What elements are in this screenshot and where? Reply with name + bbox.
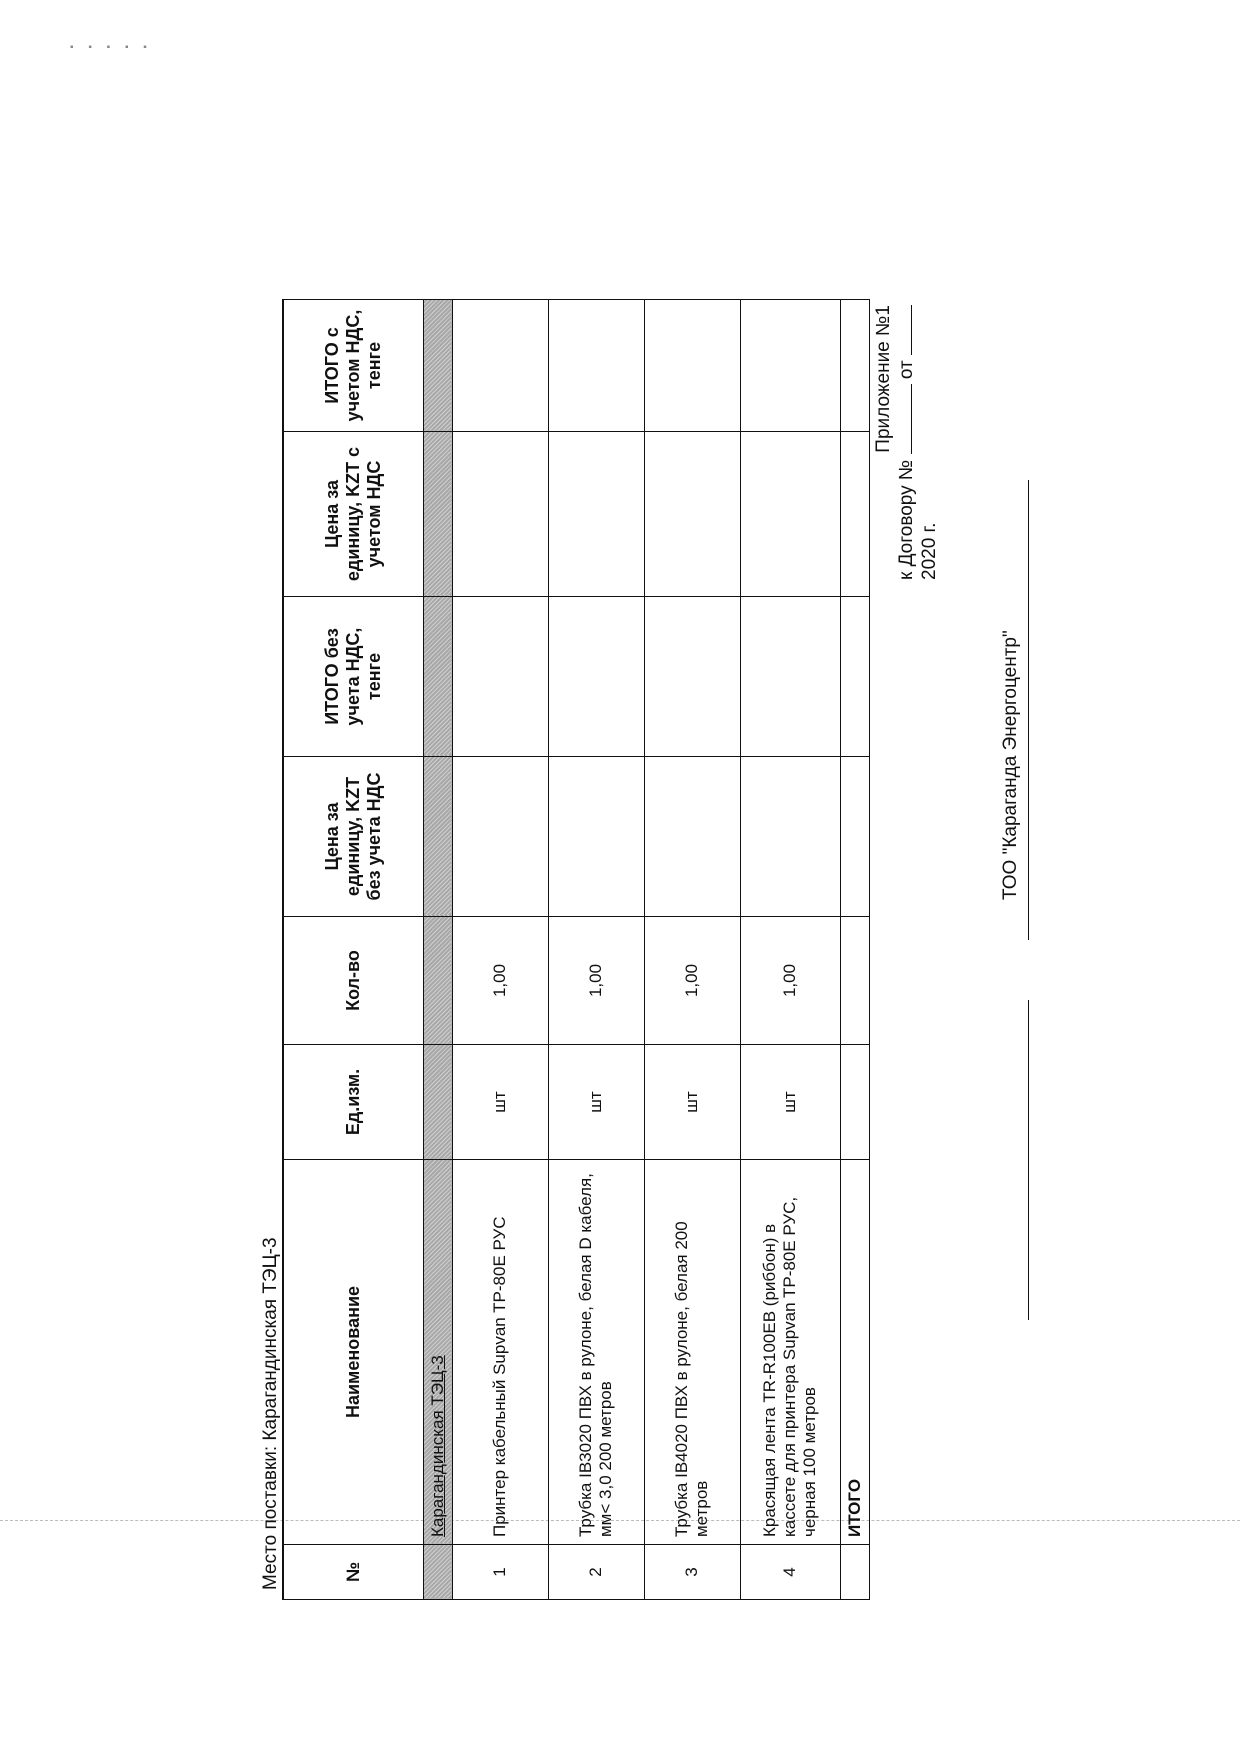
section-name: Карагандинская ТЭЦ-3 bbox=[427, 1355, 447, 1537]
row-total-excl-vat bbox=[548, 597, 644, 757]
row-qty: 1,00 bbox=[548, 917, 644, 1045]
row-num: 1 bbox=[452, 1545, 548, 1600]
row-price-incl-vat bbox=[548, 432, 644, 597]
section-cell bbox=[423, 1160, 452, 1545]
specification-table bbox=[282, 299, 870, 1600]
row-unit: шт bbox=[644, 1045, 740, 1160]
header-total-excl-vat: ИТОГО без учета НДС, тенге bbox=[283, 597, 423, 757]
scan-speck: ▪ ▪ ▪ ▪ ▪ bbox=[70, 42, 153, 53]
row-name: Принтер кабельный Supvan TP-80E РУС bbox=[452, 1160, 548, 1545]
contract-prefix: к Договору № bbox=[896, 459, 917, 580]
signature-line-left bbox=[1028, 1000, 1029, 1320]
section-row bbox=[423, 300, 452, 1600]
appendix-title: Приложение №1 bbox=[873, 305, 894, 453]
table-row bbox=[548, 300, 644, 1600]
table-row bbox=[644, 300, 740, 1600]
table-row bbox=[740, 300, 840, 1600]
section-cell bbox=[423, 1045, 452, 1160]
delivery-place-label: Место поставки: Карагандинская ТЭЦ-3 bbox=[260, 1237, 281, 1590]
row-price-excl-vat bbox=[644, 757, 740, 917]
row-unit: шт bbox=[740, 1045, 840, 1160]
section-cell bbox=[423, 597, 452, 757]
total-cell bbox=[840, 757, 869, 917]
header-qty: Кол-во bbox=[283, 917, 423, 1045]
row-name: Трубка IB4020 ПВХ в рулоне, белая 200 метров bbox=[644, 1160, 740, 1545]
row-num: 4 bbox=[740, 1545, 840, 1600]
row-total-incl-vat bbox=[452, 300, 548, 432]
appendix-block bbox=[872, 305, 941, 580]
row-price-excl-vat bbox=[548, 757, 644, 917]
from-label: от bbox=[896, 360, 917, 380]
total-cell bbox=[840, 1545, 869, 1600]
section-cell bbox=[423, 1545, 452, 1600]
total-cell bbox=[840, 917, 869, 1045]
row-price-excl-vat bbox=[452, 757, 548, 917]
total-cell bbox=[840, 1045, 869, 1160]
header-price-excl-vat: Цена за единицу, KZT без учета НДС bbox=[283, 757, 423, 917]
row-total-incl-vat bbox=[644, 300, 740, 432]
header-total-incl-vat: ИТОГО с учетом НДС, тенге bbox=[283, 300, 423, 432]
row-qty: 1,00 bbox=[740, 917, 840, 1045]
row-total-excl-vat bbox=[740, 597, 840, 757]
table-header-row bbox=[283, 300, 423, 1600]
row-name: Красящая лента TR-R100EB (риббон) в кассете для принтера Supvan TP-80E РУС, черная 100 метров bbox=[740, 1160, 840, 1545]
row-unit: шт bbox=[452, 1045, 548, 1160]
contract-date-blank bbox=[911, 305, 912, 355]
row-total-excl-vat bbox=[644, 597, 740, 757]
section-cell bbox=[423, 917, 452, 1045]
header-name: Наименование bbox=[283, 1160, 423, 1545]
row-total-incl-vat bbox=[548, 300, 644, 432]
rotated-sheet bbox=[260, 300, 1040, 1600]
header-num: № bbox=[283, 1545, 423, 1600]
total-cell bbox=[840, 597, 869, 757]
signature-org-name: ТОО "Караганда Энергоцентр" bbox=[1000, 630, 1021, 900]
total-cell bbox=[840, 300, 869, 432]
row-qty: 1,00 bbox=[644, 917, 740, 1045]
row-price-incl-vat bbox=[644, 432, 740, 597]
row-unit: шт bbox=[548, 1045, 644, 1160]
total-row bbox=[840, 300, 869, 1600]
total-label: ИТОГО bbox=[840, 1160, 869, 1545]
row-name: Трубка IB3020 ПВХ в рулоне, белая D кабеля, мм< 3,0 200 метров bbox=[548, 1160, 644, 1545]
contract-year: 2020 г. bbox=[919, 522, 940, 580]
row-num: 2 bbox=[548, 1545, 644, 1600]
row-qty: 1,00 bbox=[452, 917, 548, 1045]
row-total-excl-vat bbox=[452, 597, 548, 757]
row-price-incl-vat bbox=[740, 432, 840, 597]
row-num: 3 bbox=[644, 1545, 740, 1600]
section-cell bbox=[423, 300, 452, 432]
row-price-excl-vat bbox=[740, 757, 840, 917]
row-total-incl-vat bbox=[740, 300, 840, 432]
total-cell bbox=[840, 432, 869, 597]
table-row bbox=[452, 300, 548, 1600]
header-price-incl-vat: Цена за единицу, KZT с учетом НДС bbox=[283, 432, 423, 597]
signature-line-right bbox=[1028, 480, 1029, 940]
section-cell bbox=[423, 432, 452, 597]
section-cell bbox=[423, 757, 452, 917]
row-price-incl-vat bbox=[452, 432, 548, 597]
contract-number-blank bbox=[911, 384, 912, 454]
header-unit: Ед.изм. bbox=[283, 1045, 423, 1160]
